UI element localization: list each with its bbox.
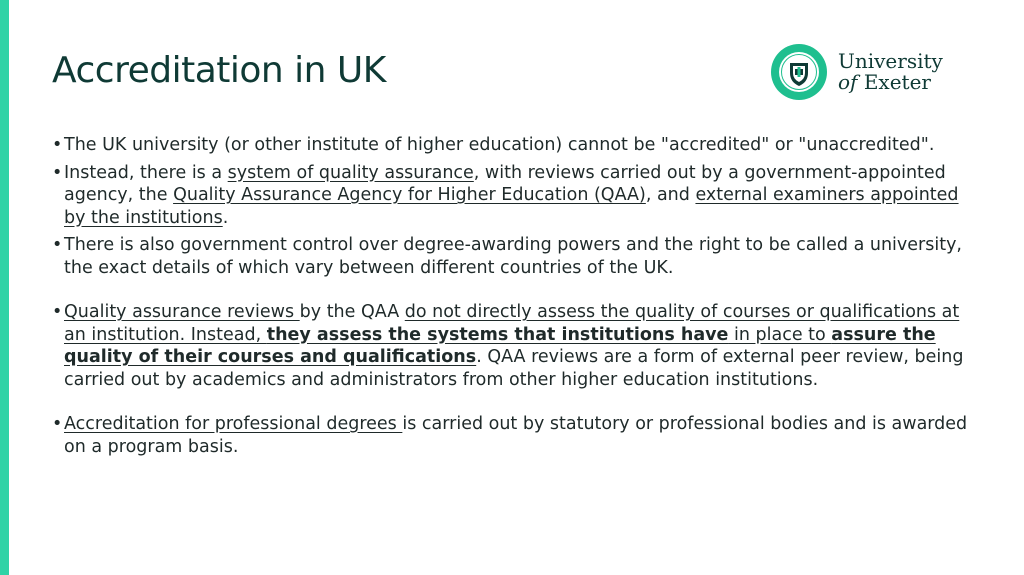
- bullet-2-text-c: , and: [645, 185, 696, 205]
- link-external-examiners[interactable]: external examiners appointed by the institutions: [64, 185, 959, 228]
- bullet-2-text-d: .: [222, 207, 229, 228]
- link-qaa[interactable]: Quality Assurance Agency for Higher Education (QAA): [173, 185, 646, 205]
- bullet-1-text: The UK university (or other institute of higher education) cannot be "accredited" or "unaccredited".: [64, 135, 935, 155]
- bullet-3-text: There is also government control over degree-awarding powers and the right to be called a university, the exact details of which vary between different countries of the UK.: [64, 235, 962, 278]
- link-in-place-to[interactable]: in place to: [728, 324, 832, 345]
- bullet-4-text-b: . QAA reviews are a form of external peer review, being carried out by academics and administrators from other higher education institutions.: [64, 347, 964, 390]
- bullet-list: [52, 134, 972, 463]
- bullet-5-text: is carried out by statutory or professional bodies and is awarded on a program basis.: [64, 414, 968, 457]
- slide-title: Accreditation in UK: [52, 50, 386, 91]
- link-they-assess-the-systems[interactable]: they assess the systems that institutions have: [266, 324, 729, 345]
- link-quality-assurance-reviews[interactable]: Quality assurance reviews: [64, 302, 300, 322]
- university-logo: [770, 42, 943, 102]
- bullet-item-5: [52, 413, 972, 458]
- logo-wordmark-line1: University: [838, 49, 943, 73]
- bullet-item-2: [52, 162, 972, 230]
- link-system-of-quality-assurance[interactable]: system of quality assurance: [227, 162, 474, 183]
- logo-wordmark-line2: of Exeter: [838, 70, 931, 94]
- bullet-item-3: [52, 234, 972, 279]
- link-do-not-directly-assess[interactable]: do not directly assess the quality of courses or qualifications at an institution. Instead,: [64, 302, 960, 345]
- bullet-4-text-a: by the QAA: [299, 302, 405, 322]
- bullet-2-text-a: Instead, there is a: [64, 162, 228, 183]
- link-accreditation-for-professional-degrees[interactable]: Accreditation for professional degrees: [64, 414, 403, 434]
- accent-bar: [0, 0, 9, 575]
- bullet-item-1: [52, 134, 972, 157]
- bullet-item-4: [52, 301, 972, 391]
- link-assure-the-quality[interactable]: assure the quality of their courses and qualifications: [64, 324, 936, 367]
- bullet-2-text-b: , with reviews carried out by a government-appointed agency, the: [64, 162, 946, 205]
- university-crest-icon: [770, 43, 828, 101]
